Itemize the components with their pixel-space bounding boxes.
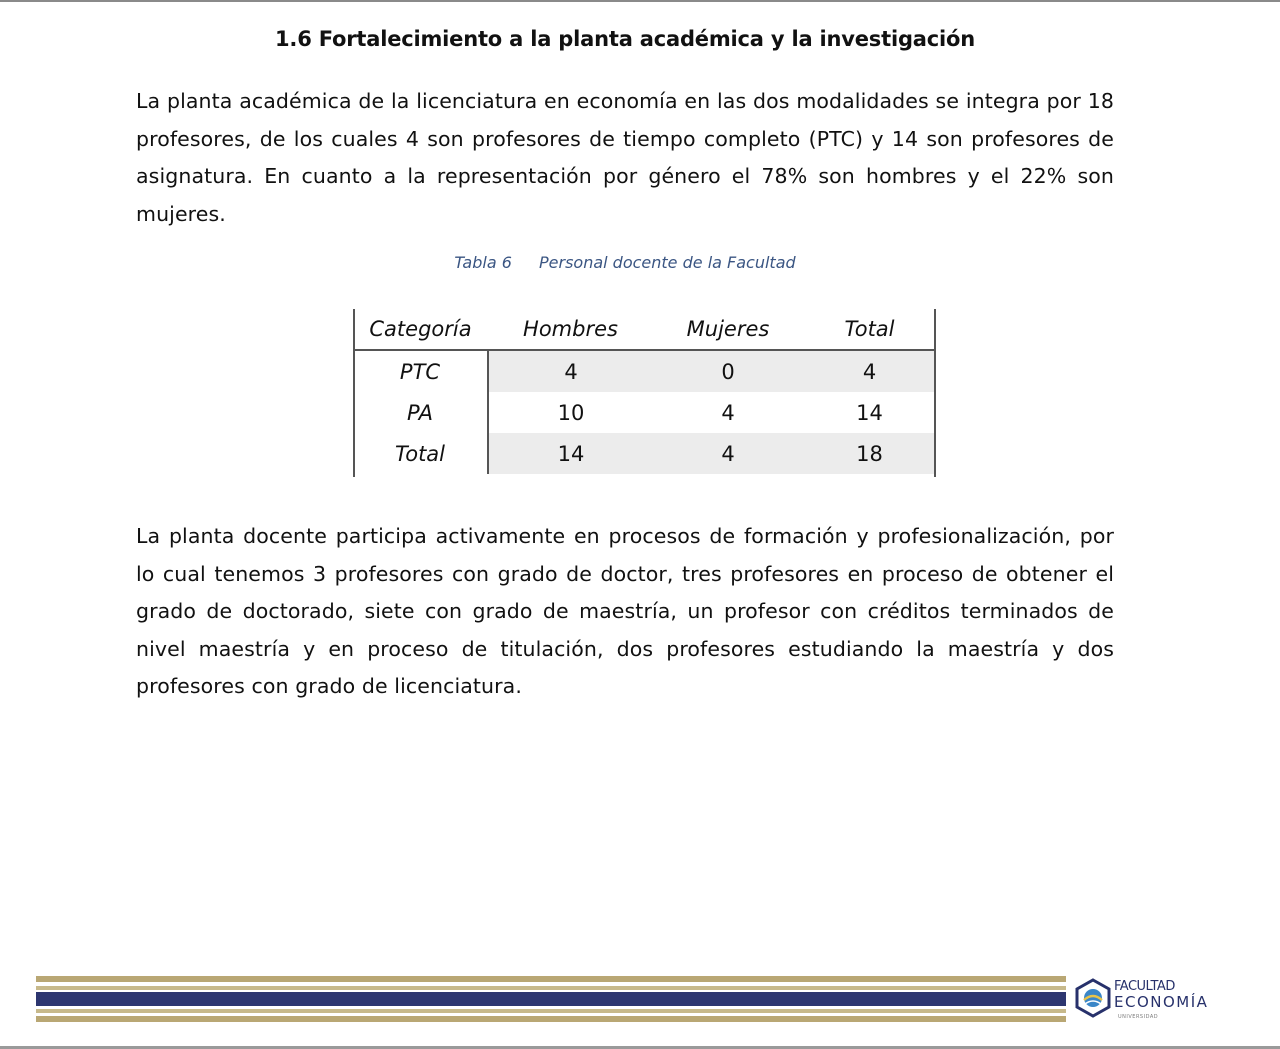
header-hombres: Hombres [488, 309, 653, 350]
cell-hombres: 10 [557, 400, 585, 425]
stripe-gold-thin [36, 986, 1066, 990]
stripe-gold [36, 1016, 1066, 1022]
table-row [353, 392, 936, 433]
table-caption [136, 253, 1114, 272]
cell-mujeres: 4 [653, 433, 803, 474]
formation-paragraph: La planta docente participa activamente en procesos de formación y profesionalización, por lo cual tenemos 3 profesores con grado de doctor, tres profesores en proceso de obtener el grado de doctorado, siete con grado de maestría, un profesor con créditos terminados de nivel maestría y en proceso de titulación, dos profesores estudiando la maestría y dos profesores con grado de licenciatura. [136, 524, 1114, 698]
header-total: Total [803, 309, 936, 350]
row-category: Total [353, 433, 488, 474]
footer-stripes [36, 976, 1066, 1024]
cell-mujeres: 4 [721, 400, 735, 425]
header-mujeres: Mujeres [653, 309, 803, 350]
staff-table [353, 309, 936, 474]
logo-text-facultad: FACULTAD [1114, 979, 1175, 994]
cell-total: 4 [803, 350, 936, 392]
faculty-logo [1074, 976, 1234, 1024]
cell-total: 18 [803, 433, 936, 474]
intro-paragraph: La planta académica de la licenciatura en economía en las dos modalidades se integra por 18 profesores, de los cuales 4 son profesores de tiempo completo (PTC) y 14 son profesores de asignatura. En cuanto a la representación por género el 78% son hombres y el 22% son mujeres. [136, 89, 1114, 226]
logo-text-university: UNIVERSIDAD [1118, 1014, 1159, 1020]
stripe-navy [36, 992, 1066, 1006]
table-header-row [353, 309, 936, 350]
row-category: PA [353, 392, 488, 433]
cell-mujeres: 0 [653, 350, 803, 392]
stripe-gold [36, 976, 1066, 982]
table-row [353, 350, 936, 392]
top-border-line [0, 0, 1280, 2]
table-left-border [353, 309, 355, 477]
stripe-gold-thin [36, 1009, 1066, 1013]
table-row [353, 433, 936, 474]
row-category: PTC [353, 350, 488, 392]
table-right-border [934, 309, 936, 477]
section-heading: 1.6 Fortalecimiento a la planta académica y la investigación [275, 27, 975, 51]
faculty-emblem-icon [1074, 978, 1112, 1018]
table-caption-label: Tabla 6 [454, 253, 512, 272]
cell-total: 14 [856, 400, 883, 425]
table-caption-title: Personal docente de la Facultad [539, 253, 796, 272]
logo-text-economia: ECONOMÍA [1114, 993, 1209, 1011]
header-categoria: Categoría [353, 309, 488, 350]
cell-hombres: 14 [488, 433, 653, 474]
cell-hombres: 4 [488, 350, 653, 392]
